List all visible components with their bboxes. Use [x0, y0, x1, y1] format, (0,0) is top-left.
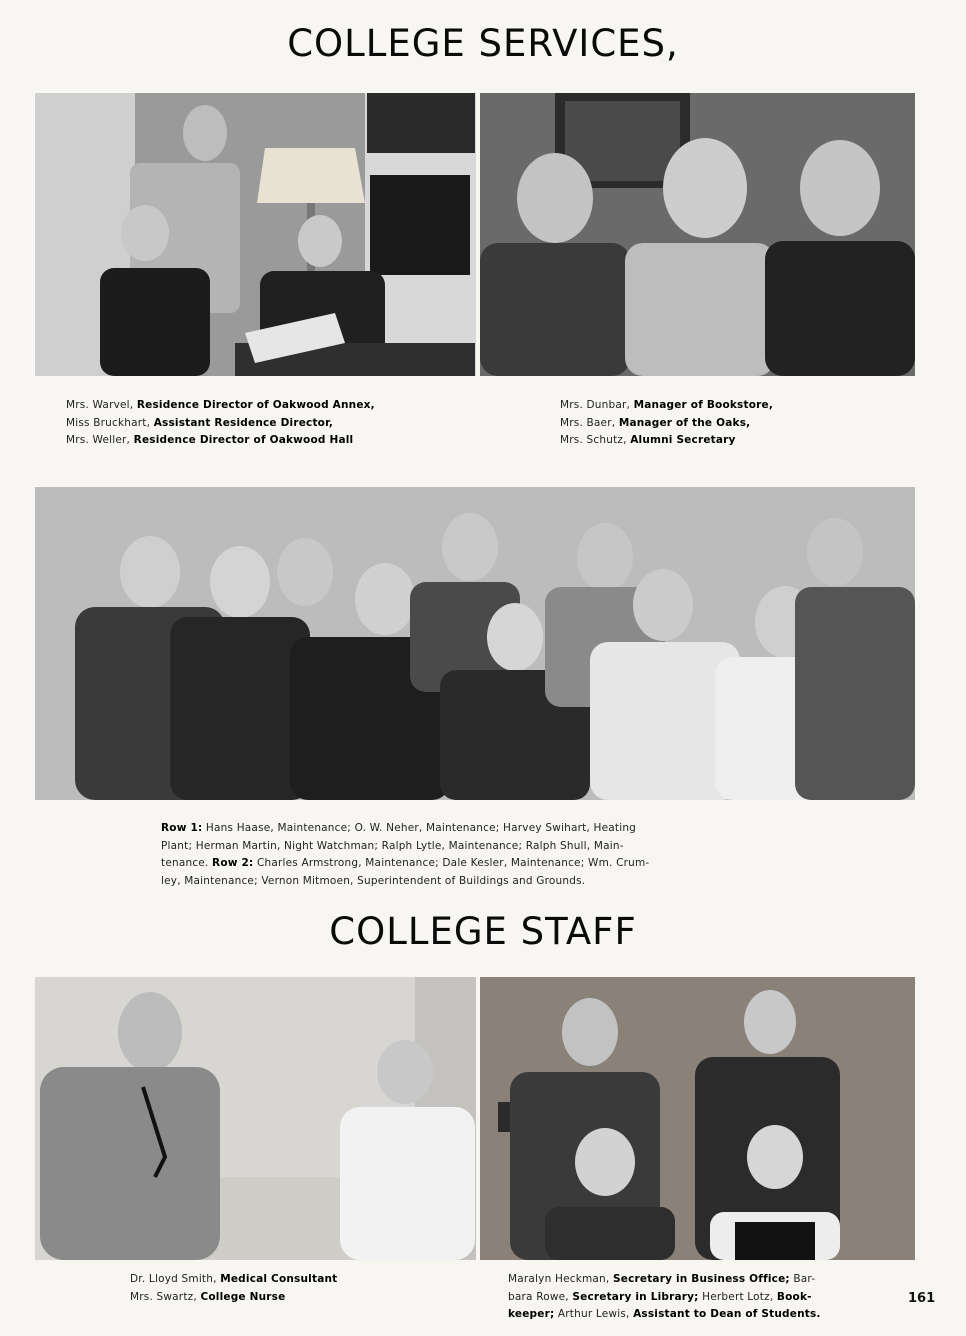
row-label: Row 2: [212, 857, 254, 869]
person-name: Mrs. Warvel, [66, 399, 134, 411]
photo-medical-staff [35, 977, 476, 1260]
page-title-college-services: COLLEGE SERVICES, [287, 22, 679, 65]
person-name: Bar- [793, 1273, 816, 1285]
caption-line [66, 415, 375, 433]
section-title-college-staff: COLLEGE STAFF [329, 910, 637, 953]
caption-line [66, 397, 375, 415]
caption-line [161, 873, 787, 891]
person-name: Dr. Lloyd Smith, [130, 1273, 217, 1285]
row-label: Row 1: [161, 822, 203, 834]
person-role: Assistant Residence Director, [153, 416, 334, 429]
person-role: Residence Director of Oakwood Annex, [136, 399, 375, 411]
person-role: Medical Consultant [220, 1273, 338, 1285]
person-role: Manager of the Oaks, [618, 416, 751, 429]
caption-line [560, 432, 773, 450]
caption-line [161, 855, 787, 873]
person-name: Mrs. Weller, [66, 434, 131, 446]
caption-line [161, 820, 787, 838]
names-text: Plant; Herman Martin, Night Watchman; Ralph Lytle, Maintenance; Ralph Shull, Main- [161, 839, 624, 852]
photo-office-staff [480, 977, 915, 1260]
person-role: Residence Director of Oakwood Hall [133, 434, 354, 446]
person-role: keeper; [508, 1308, 555, 1320]
caption-office-staff [508, 1271, 821, 1324]
person-role: Alumni Secretary [630, 434, 736, 446]
person-name: Miss Bruckhart, [66, 416, 151, 429]
names-text: Charles Armstrong, Maintenance; Dale Kesler, Maintenance; Wm. Crum- [253, 857, 650, 869]
photo-residence-directors [35, 93, 476, 376]
photo-bookstore-staff [480, 93, 915, 376]
person-name: Mrs. Baer, [560, 416, 616, 429]
caption-line [508, 1271, 821, 1289]
caption-line [508, 1289, 821, 1307]
person-name: Maralyn Heckman, [508, 1273, 610, 1285]
person-name: Arthur Lewis, [557, 1308, 630, 1320]
person-role: Book- [776, 1290, 812, 1303]
names-text: Hans Haase, Maintenance; O. W. Neher, Maintenance; Harvey Swihart, Heating [202, 822, 637, 834]
caption-medical-staff [130, 1271, 337, 1306]
caption-maintenance-staff [161, 820, 787, 890]
caption-line [560, 397, 773, 415]
person-name: Mrs. Schutz, [560, 434, 627, 446]
names-text: ley, Maintenance; Vernon Mitmoen, Superintendent of Buildings and Grounds. [161, 874, 586, 887]
caption-line [560, 415, 773, 433]
person-role: College Nurse [200, 1290, 286, 1303]
caption-line [130, 1271, 337, 1289]
names-text: tenance. [161, 857, 213, 869]
caption-line [66, 432, 375, 450]
person-role: Secretary in Library; [572, 1290, 699, 1303]
person-role: Assistant to Dean of Students. [633, 1308, 821, 1320]
person-name: Mrs. Swartz, [130, 1290, 197, 1303]
photo-maintenance-staff [35, 487, 915, 800]
caption-line [130, 1289, 337, 1307]
person-name: Herbert Lotz, [702, 1290, 774, 1303]
caption-bookstore-staff [560, 397, 773, 450]
caption-line [508, 1306, 821, 1324]
person-name: bara Rowe, [508, 1290, 569, 1303]
person-name: Mrs. Dunbar, [560, 399, 631, 411]
person-role: Secretary in Business Office; [612, 1273, 790, 1285]
person-role: Manager of Bookstore, [633, 399, 774, 411]
caption-line [161, 838, 787, 856]
caption-residence-directors [66, 397, 375, 450]
page-number: 161 [908, 1291, 936, 1306]
